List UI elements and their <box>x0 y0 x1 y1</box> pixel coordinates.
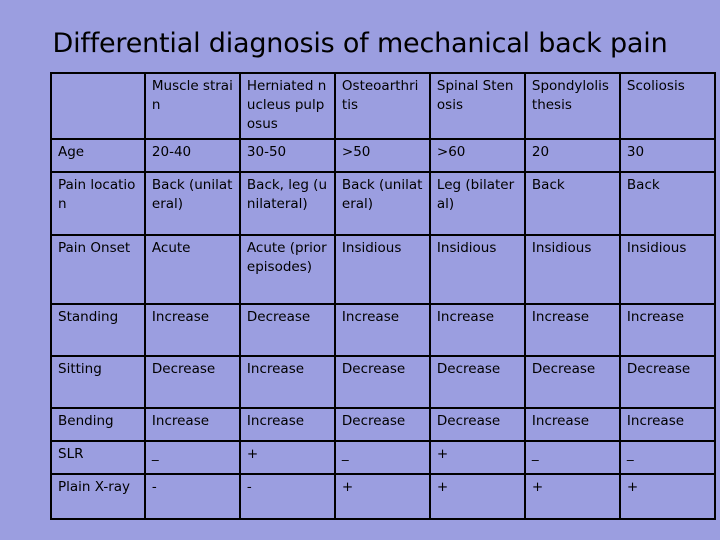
header-cell: Osteoarthritis <box>335 73 430 139</box>
row-label: Bending <box>51 408 145 441</box>
table-cell: Back (unilateral) <box>335 172 430 235</box>
table-cell: Back, leg (unilateral) <box>240 172 335 235</box>
table-cell: Increase <box>620 408 715 441</box>
table-cell: Acute <box>145 235 240 304</box>
table-cell: Insidious <box>335 235 430 304</box>
table-cell: Increase <box>525 408 620 441</box>
table-row <box>51 304 715 356</box>
table-row <box>51 139 715 172</box>
table-cell: Decrease <box>145 356 240 408</box>
header-cell: Herniated nucleus pulposus <box>240 73 335 139</box>
table-cell: _ <box>335 441 430 474</box>
table-cell: + <box>430 441 525 474</box>
table-cell: Increase <box>525 304 620 356</box>
table-cell: + <box>240 441 335 474</box>
differential-diagnosis-table <box>50 72 716 520</box>
header-cell: Spondylolisthesis <box>525 73 620 139</box>
table-cell: + <box>430 474 525 519</box>
table-cell: - <box>145 474 240 519</box>
table-cell: _ <box>620 441 715 474</box>
table-row <box>51 235 715 304</box>
table-cell: 30-50 <box>240 139 335 172</box>
table-cell: Insidious <box>525 235 620 304</box>
row-label: Pain location <box>51 172 145 235</box>
table-cell: Decrease <box>620 356 715 408</box>
table-row <box>51 172 715 235</box>
table-cell: Increase <box>620 304 715 356</box>
table-row <box>51 474 715 519</box>
row-label: Plain X-ray <box>51 474 145 519</box>
table-row <box>51 408 715 441</box>
table-cell: Increase <box>335 304 430 356</box>
table-cell: Back <box>525 172 620 235</box>
table-cell: _ <box>145 441 240 474</box>
row-label: SLR <box>51 441 145 474</box>
table-cell: Decrease <box>430 356 525 408</box>
table-header-row <box>51 73 715 139</box>
table-cell: Increase <box>240 356 335 408</box>
table-cell: Leg (bilateral) <box>430 172 525 235</box>
table-cell: Decrease <box>525 356 620 408</box>
table-cell: Insidious <box>430 235 525 304</box>
table-cell: - <box>240 474 335 519</box>
table-cell: Acute (prior episodes) <box>240 235 335 304</box>
table-cell: Back <box>620 172 715 235</box>
table-cell: Decrease <box>335 408 430 441</box>
row-label: Age <box>51 139 145 172</box>
row-label: Standing <box>51 304 145 356</box>
header-cell: Spinal Stenosis <box>430 73 525 139</box>
table-row <box>51 441 715 474</box>
row-label: Sitting <box>51 356 145 408</box>
header-cell-corner <box>51 73 145 139</box>
table-cell: 20 <box>525 139 620 172</box>
header-cell: Scoliosis <box>620 73 715 139</box>
table-cell: Decrease <box>430 408 525 441</box>
table-cell: Decrease <box>335 356 430 408</box>
table-cell: >60 <box>430 139 525 172</box>
table-cell: Back (unilateral) <box>145 172 240 235</box>
row-label: Pain Onset <box>51 235 145 304</box>
table-cell: _ <box>525 441 620 474</box>
table-cell: 20-40 <box>145 139 240 172</box>
table-row <box>51 356 715 408</box>
table-cell: + <box>620 474 715 519</box>
table-cell: >50 <box>335 139 430 172</box>
table-cell: + <box>525 474 620 519</box>
table-cell: + <box>335 474 430 519</box>
table-cell: Decrease <box>240 304 335 356</box>
table-cell: Increase <box>145 408 240 441</box>
table-cell: Increase <box>430 304 525 356</box>
table-cell: 30 <box>620 139 715 172</box>
header-cell: Muscle strain <box>145 73 240 139</box>
table-cell: Increase <box>240 408 335 441</box>
table-cell: Insidious <box>620 235 715 304</box>
table-cell: Increase <box>145 304 240 356</box>
slide-title: Differential diagnosis of mechanical back pain <box>52 28 668 59</box>
